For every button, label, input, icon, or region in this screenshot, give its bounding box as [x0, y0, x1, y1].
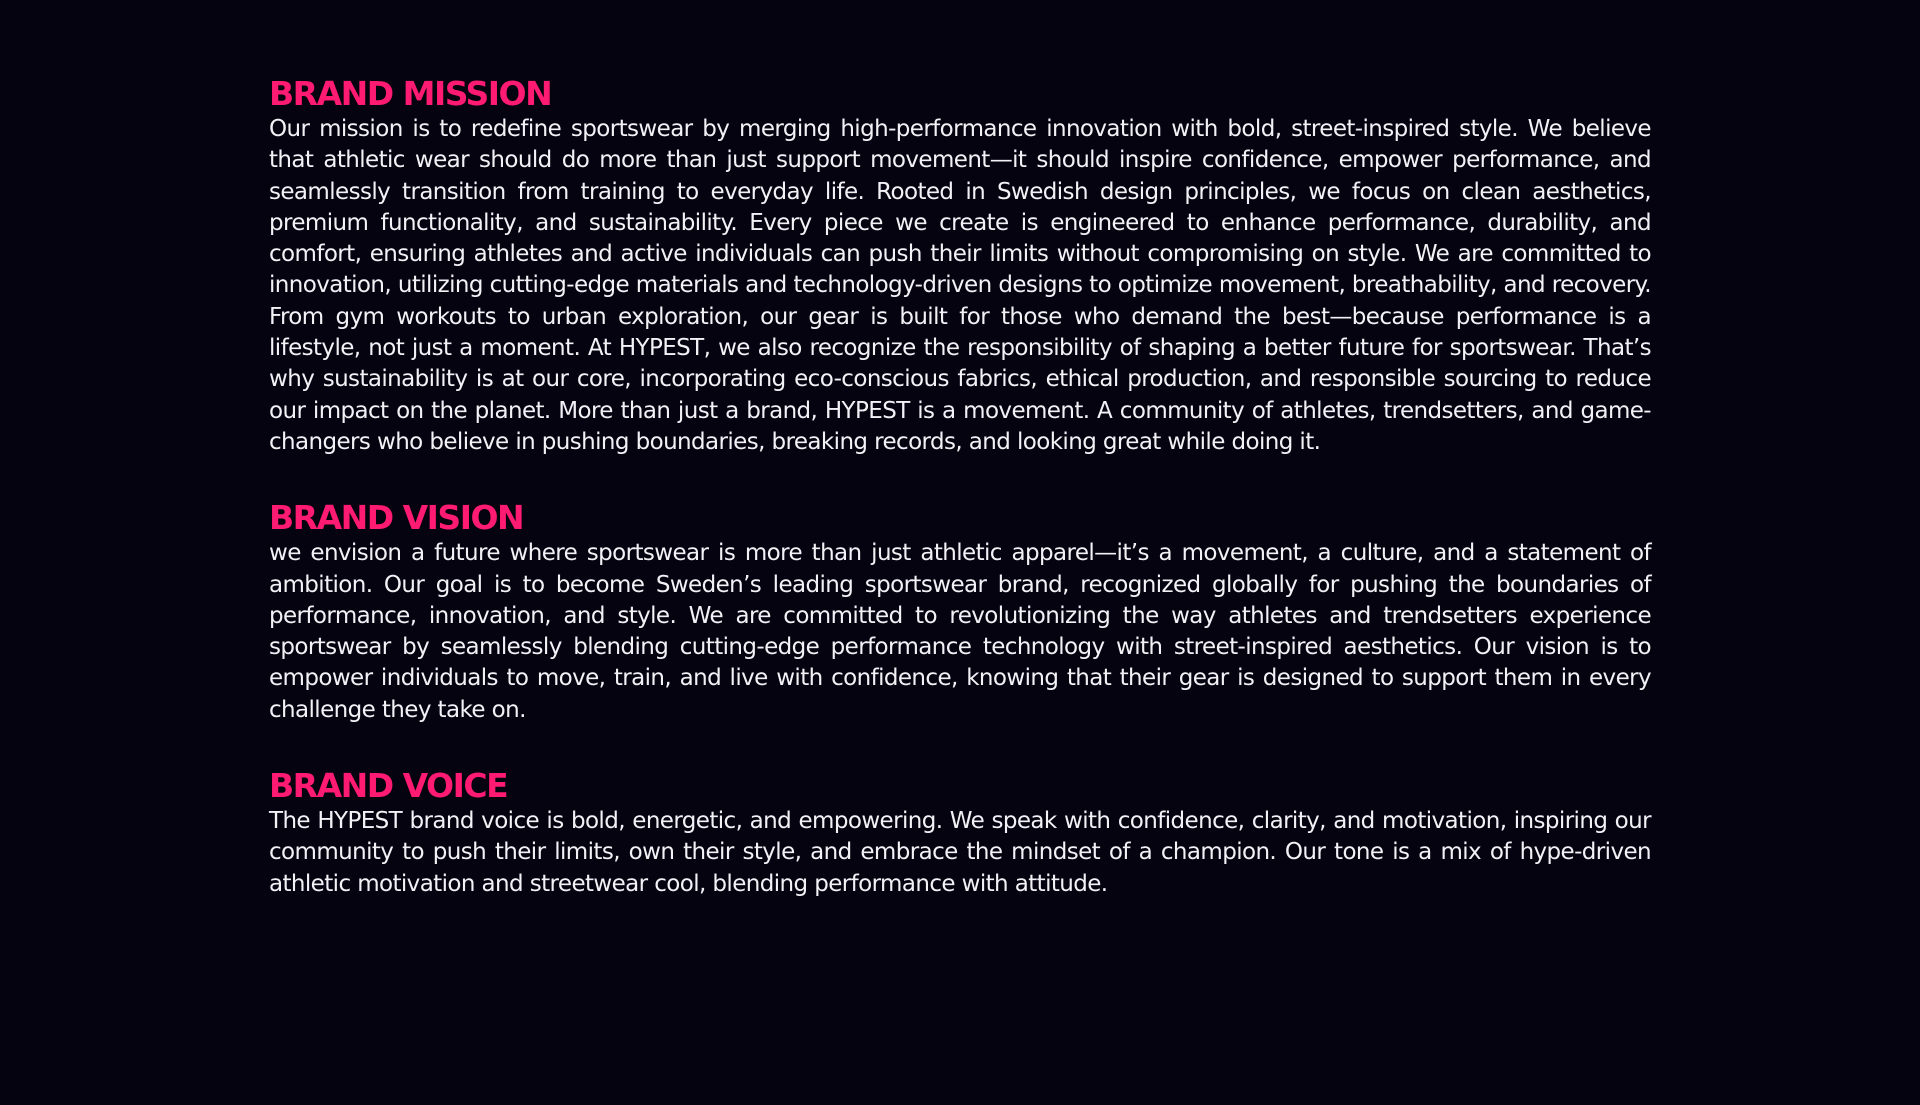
brand-vision-text: we envision a future where sportswear is more than just athletic apparel—it’s a movement, a culture, and a statement of ambition. Our goal is to become Sweden’s leading sportswear brand, recognized globally for pushing the boundaries of performance, innovation, and style. We are committed to revolutionizing the way athletes and trendsetters experience sportswear by seamlessly blending cutting-edge performance technology with street-inspired aesthetics. Our vision is to empower individuals to move, train, and live with confidence, knowing that their gear is designed to support them in every challenge they take on. [269, 540, 1651, 723]
brand-mission-text: Our mission is to redefine sportswear by merging high-performance innovation with bold, street-inspired style. We believe that athletic wear should do more than just support movement—it should inspire confidence, empower performance, and seamlessly transition from training to everyday life. Rooted in Swedish design principles, we focus on clean aesthetics, premium functionality, and sustainability. Every piece we create is engineered to enhance performance, durability, and comfort, ensuring athletes and active individuals can push their limits without compromising on style. We are committed to innovation, utilizing cutting-edge materials and technology-driven designs to optimize movement, breathability, and recovery. From gym workouts to urban exploration, our gear is built for those who demand the best—because performance is a lifestyle, not just a moment. At HYPEST, we also recognize the responsibility of shaping a better future for sportswear. That’s why sustainability is at our core, incorporating eco-conscious fabrics, ethical production, and responsible sourcing to reduce our impact on the planet. More than just a brand, HYPEST is a movement. A community of athletes, trendsetters, and game-changers who believe in pushing boundaries, breaking records, and looking great while doing it. [269, 116, 1651, 455]
brand-vision-heading: BRAND VISION [269, 498, 524, 538]
brand-voice-text: The HYPEST brand voice is bold, energetic, and empowering. We speak with confidence, clarity, and motivation, inspiring our community to push their limits, own their style, and embrace the mindset of a champion. Our tone is a mix of hype-driven athletic motivation and streetwear cool, blending performance with attitude. [269, 808, 1651, 897]
brand-voice-section [269, 766, 1651, 900]
brand-voice-heading: BRAND VOICE [269, 766, 508, 806]
brand-mission-heading: BRAND MISSION [269, 74, 552, 113]
brand-vision-section [269, 498, 1651, 726]
brand-content [269, 74, 1651, 900]
brand-mission-section [269, 74, 1651, 458]
